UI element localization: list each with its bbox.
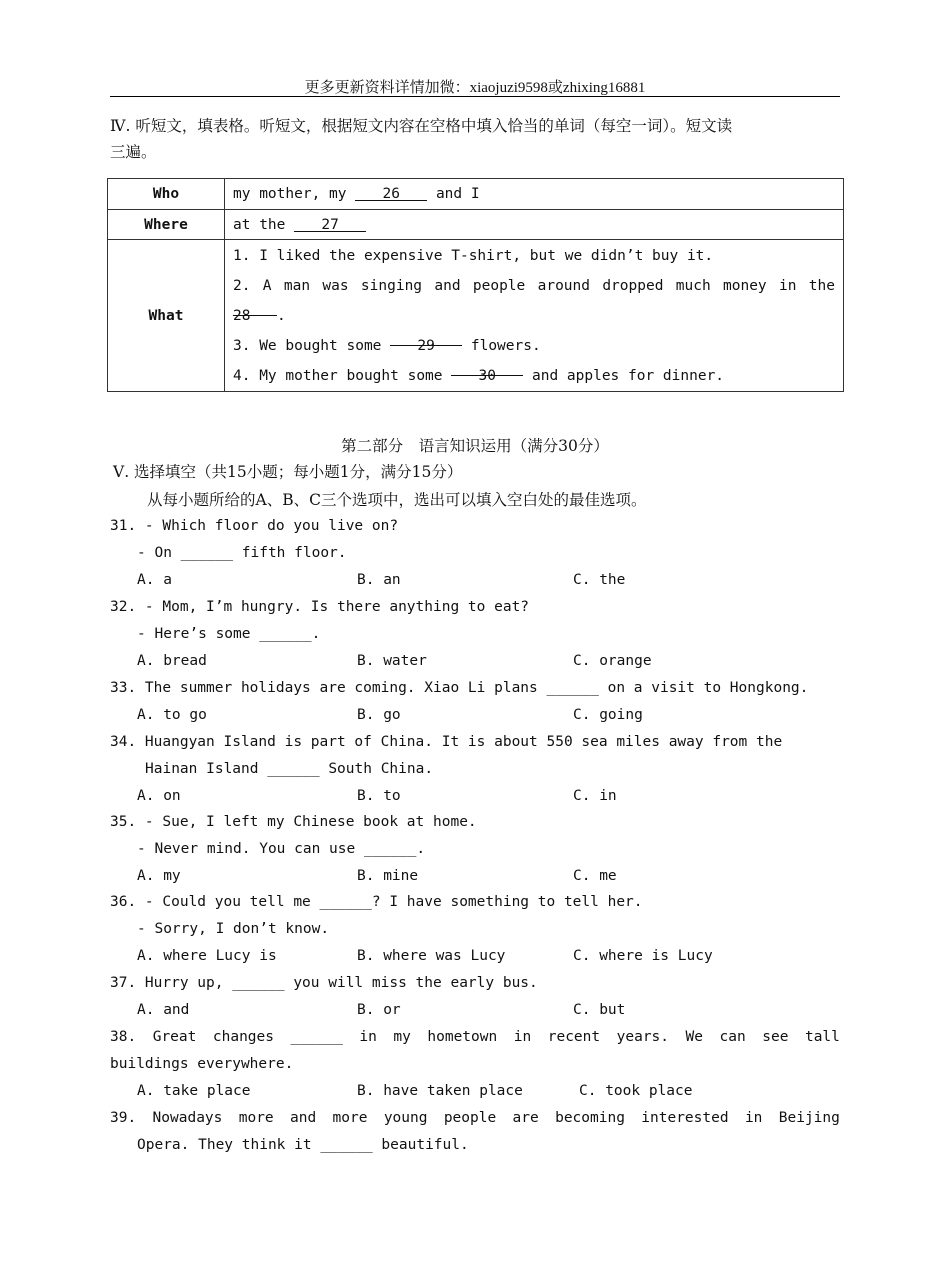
what-3-post: flowers. bbox=[462, 337, 541, 354]
q36-option-b: B. where was Lucy bbox=[357, 948, 506, 964]
q37-stem: 37. Hurry up, ______ you will miss the early bus. bbox=[110, 975, 538, 991]
q38-w9: recent bbox=[547, 1029, 601, 1045]
q39-stem-2: Opera. They think it ______ beautiful. bbox=[137, 1137, 469, 1153]
q32-stem: 32. - Mom, I’m hungry. Is there anything to eat? bbox=[110, 599, 530, 615]
q33-stem: 33. The summer holidays are coming. Xiao Li plans ______ on a visit to Hongkong. bbox=[110, 680, 809, 696]
q34-option-c: C. in bbox=[573, 788, 617, 804]
blank-28: 28 bbox=[233, 301, 277, 316]
q39-w3: more bbox=[238, 1110, 274, 1126]
q31-option-c: C. the bbox=[573, 572, 626, 588]
q38-w3: changes bbox=[212, 1029, 274, 1045]
q38-w7: hometown bbox=[427, 1029, 498, 1045]
q39-w6: young bbox=[383, 1110, 428, 1126]
q32-option-a: A. bread bbox=[137, 653, 207, 669]
q39-w4: and bbox=[290, 1110, 317, 1126]
what-label: What bbox=[108, 240, 225, 392]
q39-w2: Nowadays bbox=[152, 1110, 223, 1126]
q39-w1: 39. bbox=[110, 1110, 137, 1126]
table-row-who bbox=[108, 179, 844, 210]
what-item-2 bbox=[233, 271, 835, 301]
table-row-what bbox=[108, 240, 844, 392]
q35-stem-2: - Never mind. You can use ______. bbox=[137, 841, 426, 857]
q33-option-a: A. to go bbox=[137, 707, 207, 723]
q39-stem bbox=[110, 1109, 840, 1127]
q39-w10: interested bbox=[641, 1110, 729, 1126]
q31-option-b: B. an bbox=[357, 572, 401, 588]
q35-option-c: C. me bbox=[573, 868, 617, 884]
what-item-2-cont bbox=[233, 301, 835, 331]
q36-stem-2: - Sorry, I don’t know. bbox=[137, 921, 330, 937]
blank-27: 27 bbox=[294, 217, 366, 232]
what-3-pre: 3. We bought some bbox=[233, 337, 391, 354]
q34-stem-2: Hainan Island ______ South China. bbox=[145, 761, 434, 777]
who-label: Who bbox=[108, 179, 225, 210]
q35-stem: 35. - Sue, I left my Chinese book at home. bbox=[110, 814, 477, 830]
q38-w14: tall bbox=[804, 1029, 840, 1045]
q34-option-a: A. on bbox=[137, 788, 181, 804]
what-2-w1: 2. bbox=[233, 277, 251, 294]
what-item-1: 1. I liked the expensive T-shirt, but we didn’t buy it. bbox=[233, 247, 714, 264]
q38-w8: in bbox=[513, 1029, 532, 1045]
q36-option-c: C. where is Lucy bbox=[573, 948, 713, 964]
q39-w8: are bbox=[512, 1110, 539, 1126]
what-2-w9: dropped bbox=[602, 277, 664, 294]
table-row-where bbox=[108, 210, 844, 240]
q39-w12: Beijing bbox=[778, 1110, 840, 1126]
header-rule bbox=[110, 96, 840, 97]
q38-w11: We bbox=[685, 1029, 704, 1045]
listening-table bbox=[107, 178, 844, 392]
q38-w2: Great bbox=[152, 1029, 197, 1045]
q37-option-c: C. but bbox=[573, 1002, 626, 1018]
q38-w12: can bbox=[719, 1029, 746, 1045]
q36-option-a: A. where Lucy is bbox=[137, 948, 277, 964]
q38-option-a: A. take place bbox=[137, 1083, 251, 1099]
what-item-4 bbox=[233, 361, 835, 391]
q31-stem-2: - On ______ fifth floor. bbox=[137, 545, 347, 561]
who-pre: my mother, my bbox=[233, 186, 356, 202]
section5-instruction: 从每小题所给的A、B、C三个选项中，选出可以填入空白处的最佳选项。 bbox=[147, 491, 647, 509]
what-2-w10: much bbox=[675, 277, 711, 294]
what-2-w6: and bbox=[434, 277, 461, 294]
q32-option-b: B. water bbox=[357, 653, 427, 669]
blank-29: 29 bbox=[390, 331, 462, 346]
what-2-w5: singing bbox=[360, 277, 423, 294]
q36-stem: 36. - Could you tell me ______? I have something to tell her. bbox=[110, 894, 643, 910]
section4-title-cont: 三遍。 bbox=[110, 143, 157, 161]
where-pre: at the bbox=[233, 216, 295, 233]
where-label: Where bbox=[108, 210, 225, 240]
q35-option-a: A. my bbox=[137, 868, 181, 884]
q32-option-c: C. orange bbox=[573, 653, 652, 669]
blank-30: 30 bbox=[451, 361, 523, 376]
q32-stem-2: - Here’s some ______. bbox=[137, 626, 321, 642]
what-2-w7: people bbox=[472, 277, 526, 294]
q38-option-b: B. have taken place bbox=[357, 1083, 523, 1099]
what-2-w8: around bbox=[537, 277, 590, 294]
q33-option-c: C. going bbox=[573, 707, 643, 723]
q31-option-a: A. a bbox=[137, 572, 172, 588]
q38-stem-2: buildings everywhere. bbox=[110, 1056, 294, 1072]
who-post: and I bbox=[427, 186, 480, 202]
q38-stem bbox=[110, 1028, 840, 1046]
what-4-pre: 4. My mother bought some bbox=[233, 367, 452, 384]
q31-stem: 31. - Which floor do you live on? bbox=[110, 518, 399, 534]
page-header: 更多更新资料详情加微：xiaojuzi9598或zhixing16881 bbox=[304, 80, 646, 96]
q39-w7: people bbox=[443, 1110, 497, 1126]
what-2-post: . bbox=[277, 307, 286, 324]
what-item-3 bbox=[233, 331, 835, 361]
q38-w10: years. bbox=[616, 1029, 670, 1045]
what-cell bbox=[225, 240, 844, 392]
q38-w1: 38. bbox=[110, 1029, 137, 1045]
who-cell bbox=[225, 179, 844, 210]
where-cell bbox=[225, 210, 844, 240]
q38-w4: ______ bbox=[290, 1029, 343, 1045]
q37-option-b: B. or bbox=[357, 1002, 401, 1018]
section4-title: Ⅳ. 听短文，填表格。听短文，根据短文内容在空格中填入恰当的单词（每空一词）。短文读 bbox=[110, 117, 733, 135]
q38-option-c: C. took place bbox=[579, 1083, 693, 1099]
q38-w13: see bbox=[762, 1029, 789, 1045]
q37-option-a: A. and bbox=[137, 1002, 190, 1018]
q39-w11: in bbox=[744, 1110, 763, 1126]
q35-option-b: B. mine bbox=[357, 868, 419, 884]
section5-title: Ⅴ. 选择填空（共15小题；每小题1分，满分15分） bbox=[113, 463, 463, 481]
q38-w6: my bbox=[393, 1029, 411, 1045]
q33-option-b: B. go bbox=[357, 707, 401, 723]
what-2-w13: the bbox=[808, 277, 835, 294]
part2-title: 第二部分 语言知识运用（满分30分） bbox=[341, 437, 609, 455]
what-2-w2: A bbox=[262, 277, 272, 294]
what-2-w3: man bbox=[283, 277, 311, 294]
q39-w5: more bbox=[332, 1110, 368, 1126]
what-2-w11: money bbox=[723, 277, 767, 294]
blank-26: 26 bbox=[355, 186, 427, 201]
q39-w9: becoming bbox=[555, 1110, 625, 1126]
what-2-w12: in bbox=[779, 277, 797, 294]
what-2-w4: was bbox=[322, 277, 349, 294]
q38-w5: in bbox=[359, 1029, 377, 1045]
what-4-post: and apples for dinner. bbox=[523, 367, 725, 384]
q34-stem: 34. Huangyan Island is part of China. It is about 550 sea miles away from the bbox=[110, 734, 783, 750]
q34-option-b: B. to bbox=[357, 788, 401, 804]
